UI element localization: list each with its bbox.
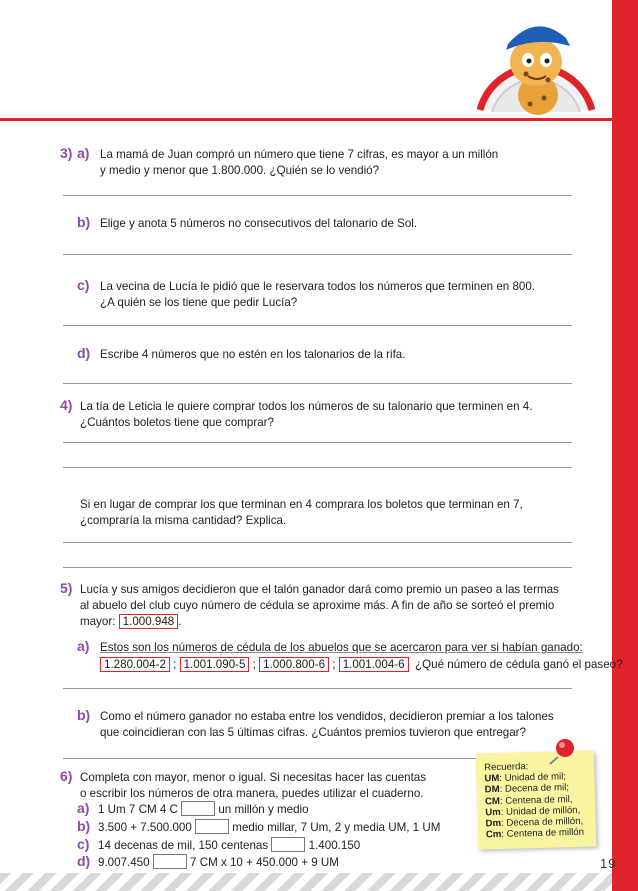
answer-line[interactable] — [63, 254, 572, 255]
question-5-text: Lucía y sus amigos decidieron que el talón ganador dará como premio un paseo a las termas al abuelo del club cuyo número de cédula se aproxime más. A fin de año se sorteó el premio mayor: 1.000.948 . — [80, 583, 559, 628]
question-5-number: 5) — [60, 580, 73, 596]
question-3d-text: Escribe 4 números que no estén en los talonarios de la rifa. — [100, 348, 406, 361]
footer-stripes — [0, 873, 612, 891]
question-6a-label: a) — [77, 800, 90, 816]
question-5a-label: a) — [77, 638, 90, 654]
prize-number-highlight: 1.000.948 — [119, 614, 179, 629]
jaguar-mascot-illustration — [466, 0, 606, 120]
comparison-answer-box[interactable] — [271, 837, 305, 852]
id-number-highlight: 1.001.090-5 — [180, 657, 250, 672]
question-6c-row: 14 decenas de mil, 150 centenas 1.400.150 — [98, 839, 361, 852]
answer-line[interactable] — [63, 383, 572, 384]
reminder-item: DM: Decena de mil; — [484, 782, 570, 796]
push-pin-icon — [546, 735, 580, 765]
answer-line[interactable] — [63, 567, 572, 568]
reminder-item: Um: Unidad de millón, — [485, 804, 581, 819]
page-number: 19 — [600, 856, 617, 871]
question-6d-label: d) — [77, 853, 91, 869]
answer-line[interactable] — [63, 195, 572, 196]
question-3b-label: b) — [77, 214, 91, 230]
question-3c-label: c) — [77, 277, 90, 293]
question-4-text: La tía de Leticia le quiere comprar todos los números de su talonario que terminen en 4. ¿Cuántos boletos tiene que comprar? — [80, 400, 533, 429]
reminder-item: Cm: Centena de millón — [485, 826, 585, 841]
question-3-number: 3) — [60, 145, 73, 161]
comparison-answer-box[interactable] — [181, 801, 215, 816]
question-3a-label: a) — [77, 145, 90, 161]
reminder-title: Recuerda: — [483, 761, 529, 774]
answer-line[interactable] — [63, 467, 572, 468]
question-4-followup-text: Si en lugar de comprar los que terminan en 4 comprara los boletos que terminan en 7, ¿compraría la misma cantidad? Explica. — [80, 498, 523, 527]
question-5a-text: Estos son los números de cédula de los abuelos que se acercaron para ver si habían ganado: 1.280.004-2 ; 1.001.090-5 ; 1.000.800-6 ; 1.001.004-6 ¿Qué número de cédula ganó el paseo? — [100, 641, 623, 671]
question-3a-text: La mamá de Juan compró un número que tiene 7 cifras, es mayor a un millón y medio y menor que 1.800.000. ¿Quién se lo vendió? — [100, 148, 499, 177]
question-3d-label: d) — [77, 345, 91, 361]
answer-line[interactable] — [63, 542, 572, 543]
right-edge-bar — [612, 0, 638, 891]
question-5b-label: b) — [77, 707, 91, 723]
answer-line[interactable] — [63, 758, 478, 759]
answer-line[interactable] — [63, 325, 572, 326]
answer-line[interactable] — [63, 688, 572, 689]
comparison-answer-box[interactable] — [195, 819, 229, 834]
reminder-sticky-note — [476, 750, 596, 849]
reminder-item: CM: Centena de mil, — [484, 793, 573, 807]
id-number-highlight: 1.280.004-2 — [100, 657, 170, 672]
comparison-answer-box[interactable] — [153, 854, 187, 869]
question-4-number: 4) — [60, 397, 73, 413]
question-6b-label: b) — [77, 818, 91, 834]
question-5b-text: Como el número ganador no estaba entre los vendidos, decidieron premiar a los talones que coincidieran con las 5 últimas cifras. ¿Cuántos premios tuvieron que entregar? — [100, 710, 554, 739]
reminder-item: UM: Unidad de mil; — [484, 771, 567, 785]
id-number-highlight: 1.000.800-6 — [259, 657, 329, 672]
question-6-number: 6) — [60, 768, 73, 784]
id-number-highlight: 1.001.004-6 — [339, 657, 409, 672]
question-3c-text: La vecina de Lucía le pidió que le reservara todos los números que terminen en 800. ¿A quién se los tiene que pedir Lucía? — [100, 280, 536, 309]
question-6-text: Completa con mayor, menor o igual. Si necesitas hacer las cuentas o escribir los números de otra manera, puedes utilizar el cuaderno. — [80, 771, 427, 800]
question-6a-row: 1 Um 7 CM 4 C un millón y medio — [98, 803, 309, 816]
question-6c-label: c) — [77, 836, 90, 852]
question-6d-row: 9.007.450 7 CM x 10 + 450.000 + 9 UM — [98, 856, 339, 869]
question-3b-text: Elige y anota 5 números no consecutivos del talonario de Sol. — [100, 217, 418, 230]
question-6b-row: 3.500 + 7.500.000 medio millar, 7 Um, 2 y media UM, 1 UM — [98, 821, 441, 834]
answer-line[interactable] — [63, 442, 572, 443]
reminder-item: Dm: Decena de millón, — [485, 815, 584, 830]
